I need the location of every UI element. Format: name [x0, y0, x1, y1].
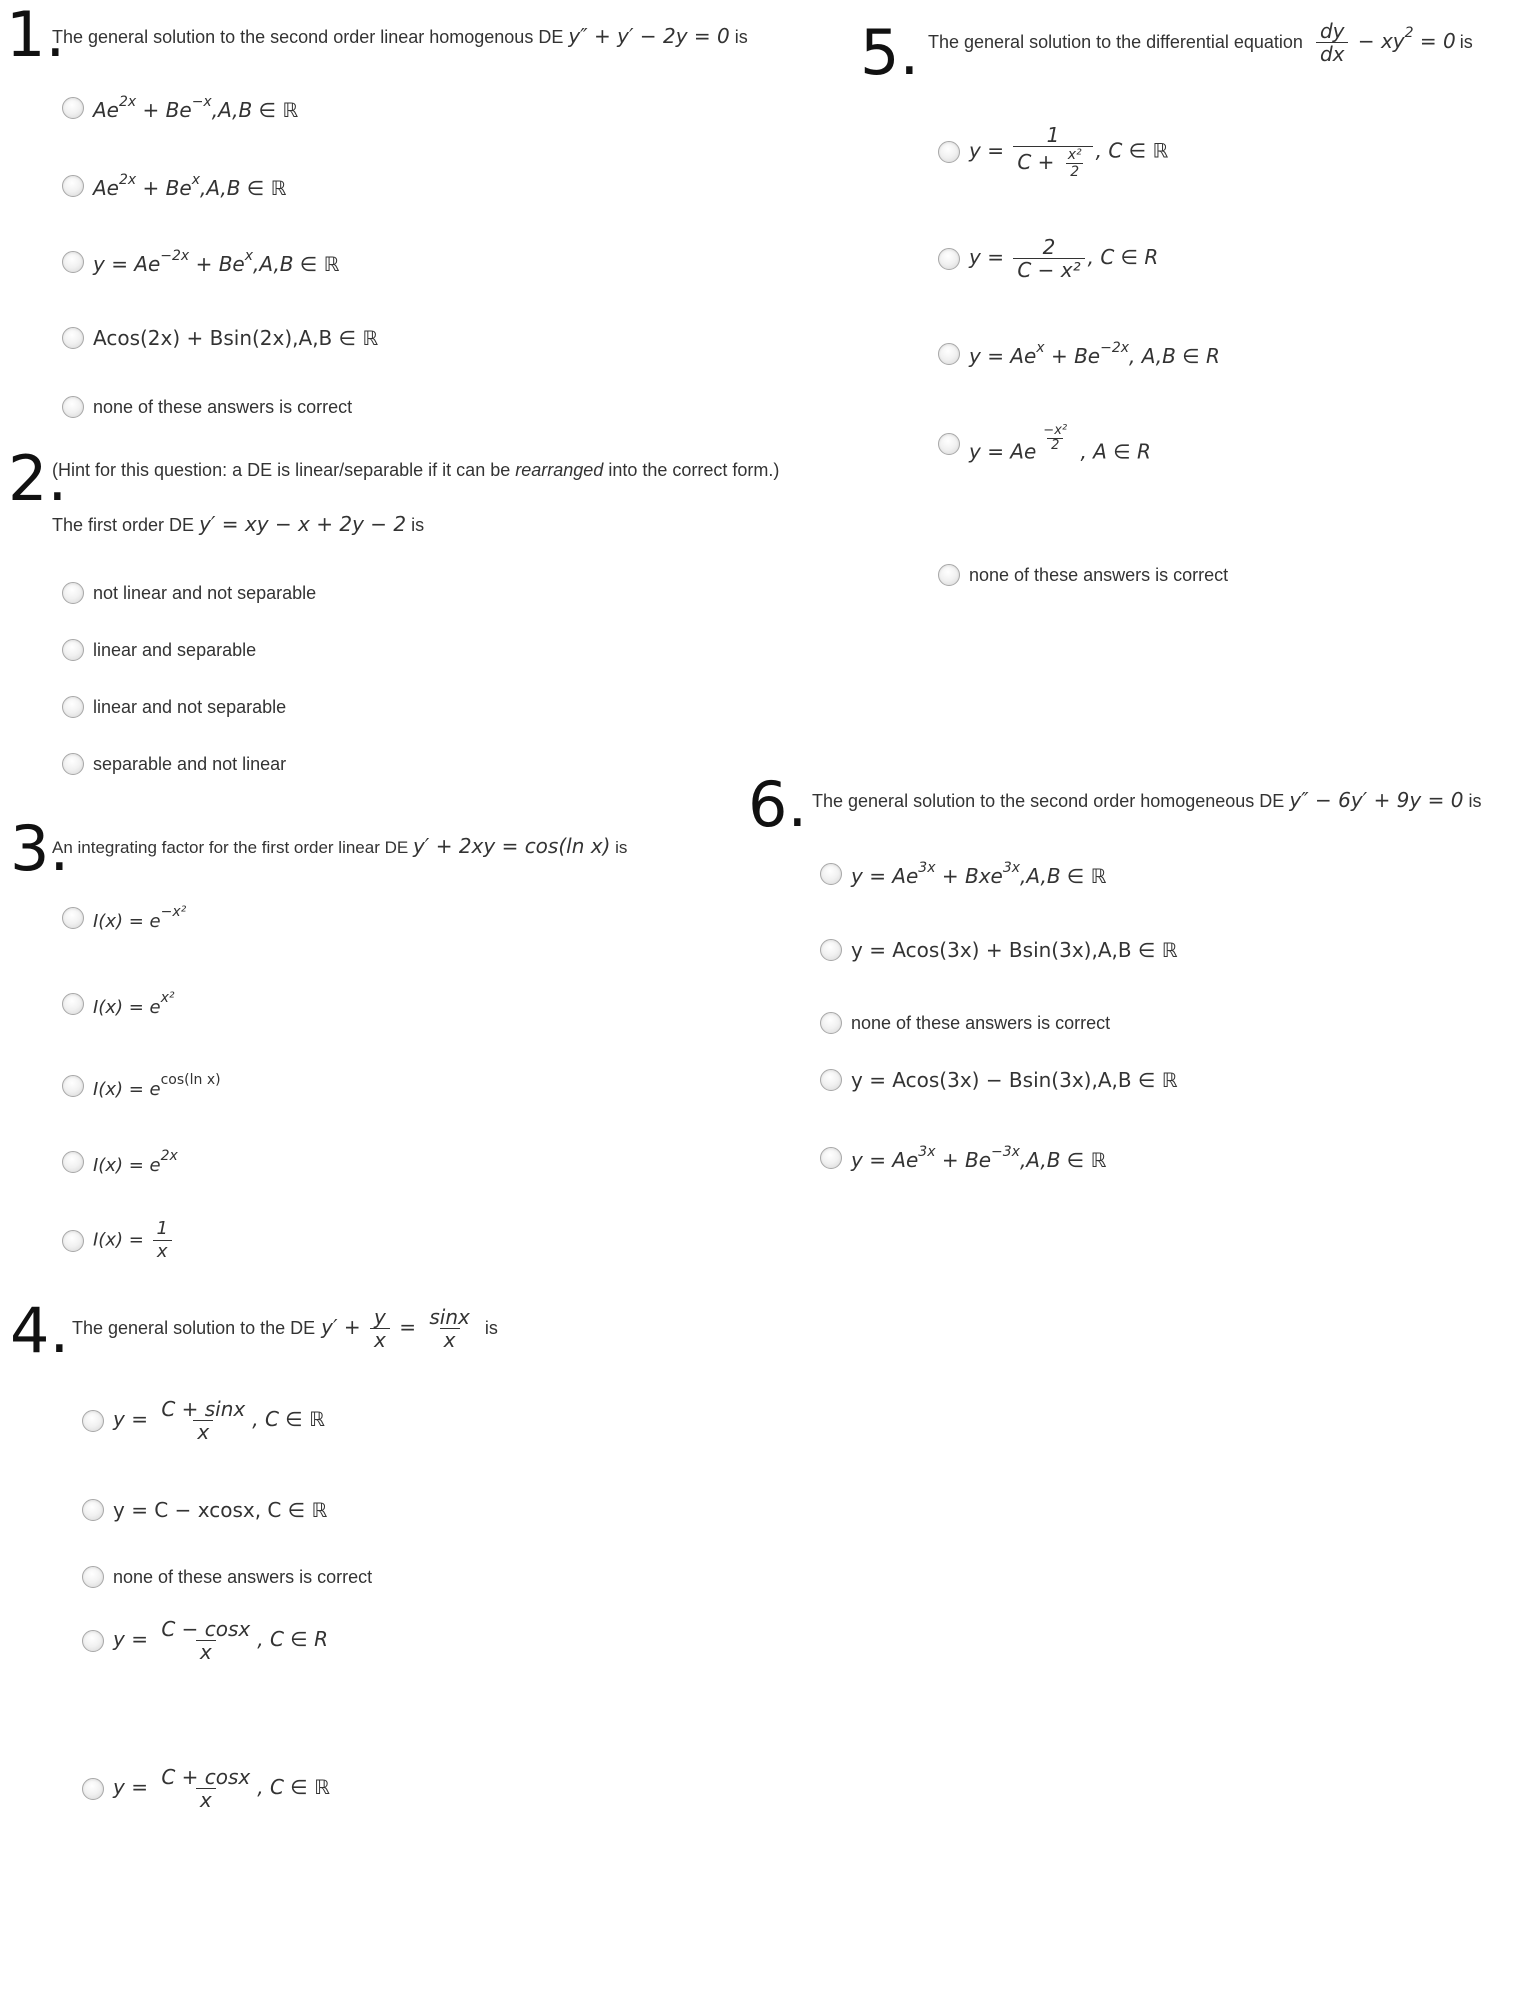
radio-button[interactable] [82, 1410, 104, 1432]
radio-button[interactable] [938, 141, 960, 163]
q4-option-2-label: y = C − xcosx, C ∈ ℝ [113, 1498, 328, 1522]
q1-option-3[interactable] [62, 248, 340, 276]
radio-button[interactable] [82, 1778, 104, 1800]
question-2-hint-prefix: (Hint for this question: a DE is linear/separable if it can be [52, 460, 511, 480]
q6-option-2-label: y = Acos(3x) + Bsin(3x),A,B ∈ ℝ [851, 938, 1178, 962]
question-6-equation: y″ − 6y′ + 9y = 0 [1289, 788, 1464, 812]
radio-button[interactable] [62, 582, 84, 604]
q3-option-3[interactable] [62, 1072, 221, 1100]
question-2-number: 2. [8, 442, 68, 515]
radio-button[interactable] [820, 1147, 842, 1169]
q5-option-4-label: y = Ae $^{\frac{\text{−x²}}{2}}$ , A ∈ R [969, 423, 1151, 464]
q5-option-1[interactable] [938, 124, 1168, 180]
q6-option-1[interactable] [820, 860, 1107, 888]
radio-button[interactable] [938, 433, 960, 455]
radio-button[interactable] [820, 1069, 842, 1091]
question-2-suffix: is [411, 515, 425, 535]
question-2-stem [52, 512, 424, 536]
q4-option-5-label: y = $\frac{C + \cos x}{x}$ , C ∈ ℝ [113, 1765, 330, 1812]
radio-button[interactable] [62, 1151, 84, 1173]
q5-option-3-label: $y = Ae^x + Be^{-2x}$, A,B ∈ R [969, 340, 1220, 368]
question-5-stem-text: The general solution to the differential equation [928, 32, 1303, 52]
radio-button[interactable] [62, 251, 84, 273]
q3-option-5-label: I(x) = $\frac{1}{x}$ [93, 1218, 175, 1263]
q3-option-2[interactable] [62, 990, 175, 1018]
radio-button[interactable] [62, 1075, 84, 1097]
question-3-stem [52, 834, 627, 858]
q5-option-2[interactable] [938, 236, 1158, 281]
radio-button[interactable] [820, 939, 842, 961]
radio-button[interactable] [62, 696, 84, 718]
q2-option-2-label: linear and separable [93, 639, 257, 660]
question-3-suffix: is [615, 838, 628, 857]
radio-button[interactable] [62, 175, 84, 197]
question-2-hint-emph: rearranged [515, 460, 604, 480]
question-6-stem-text: The general solution to the second order homogeneous DE [812, 791, 1285, 811]
question-5-equation: $\frac{dy}{dx}$ − $xy^2 = 0$ [1313, 20, 1456, 65]
q6-option-4[interactable] [820, 1068, 1178, 1092]
q6-option-1-label: $y = Ae^{3x} + Bxe^{3x},A,B$ ∈ ℝ [851, 860, 1107, 888]
radio-button[interactable] [62, 396, 84, 418]
q4-option-1-label: y = $\frac{C + \sin x}{x}$ , C ∈ ℝ [113, 1397, 325, 1444]
question-1-suffix: is [734, 27, 748, 47]
question-4-equation: y′ + $\frac{y}{x}$ = $\frac{\sin x}{x}$ [321, 1305, 470, 1352]
q5-option-1-label: y = 1 C + $\frac{\text{x²}}{2}$ , C ∈ ℝ [969, 123, 1169, 180]
question-5-suffix: is [1459, 32, 1473, 52]
q1-option-4[interactable] [62, 326, 378, 350]
q6-option-5-label: $y = Ae^{3x} + Be^{-3x},A,B$ ∈ ℝ [851, 1144, 1107, 1172]
radio-button[interactable] [82, 1499, 104, 1521]
question-5-number: 5. [860, 16, 920, 89]
q1-option-2-label: $Ae^{2x} + Be^x,A,B$ ∈ ℝ [93, 172, 287, 200]
question-1-equation: y″ + y′ − 2y = 0 [568, 24, 730, 48]
radio-button[interactable] [938, 564, 960, 586]
q4-option-1[interactable] [82, 1398, 325, 1443]
q1-option-5[interactable] [62, 396, 352, 418]
q4-option-3-label: none of these answers is correct [113, 1566, 373, 1587]
radio-button[interactable] [938, 343, 960, 365]
q3-option-2-label: $I(x) = e^{x^2}$ [93, 990, 175, 1018]
question-3-number: 3. [10, 812, 70, 885]
question-2-equation: y′ = xy − x + 2y − 2 [199, 512, 407, 536]
question-2-stem-text: The first order DE [52, 515, 195, 535]
q6-option-3[interactable] [820, 1012, 1110, 1034]
q3-option-5[interactable] [62, 1218, 175, 1263]
q4-option-5[interactable] [82, 1766, 330, 1811]
question-5-stem [928, 20, 1473, 65]
question-6-number: 6. [748, 768, 808, 841]
q4-option-3[interactable] [82, 1566, 372, 1588]
question-2-hint [52, 460, 779, 481]
q5-option-5-label: none of these answers is correct [969, 564, 1229, 585]
q1-option-5-label: none of these answers is correct [93, 396, 353, 417]
radio-button[interactable] [62, 993, 84, 1015]
question-1-stem-text: The general solution to the second order linear homogenous DE [52, 27, 564, 47]
q4-option-2[interactable] [82, 1498, 327, 1522]
q2-option-1-label: not linear and not separable [93, 582, 317, 603]
question-3-stem-text: An integrating factor for the first order linear DE [52, 838, 409, 857]
q2-option-4-label: separable and not linear [93, 753, 287, 774]
q2-option-3-label: linear and not separable [93, 696, 287, 717]
q3-option-1[interactable] [62, 904, 186, 932]
radio-button[interactable] [938, 248, 960, 270]
question-4-stem-text: The general solution to the DE [72, 1318, 316, 1338]
q2-option-4[interactable] [62, 753, 286, 775]
question-3-equation: y′ + 2xy = cos(ln x) [412, 834, 611, 858]
radio-button[interactable] [62, 907, 84, 929]
q1-option-1[interactable] [62, 94, 298, 122]
radio-button[interactable] [82, 1630, 104, 1652]
question-6-suffix: is [1468, 791, 1482, 811]
q2-option-1[interactable] [62, 582, 316, 604]
question-4-number: 4. [10, 1294, 70, 1367]
radio-button[interactable] [62, 327, 84, 349]
q1-option-2[interactable] [62, 172, 286, 200]
radio-button[interactable] [62, 753, 84, 775]
q2-option-2[interactable] [62, 639, 256, 661]
question-6-stem [812, 788, 1481, 812]
q1-option-1-label: $Ae^{2x} + Be^{-x},A,B$ ∈ ℝ [93, 94, 299, 122]
q4-option-4[interactable] [82, 1618, 328, 1663]
q5-option-5[interactable] [938, 564, 1228, 586]
question-1-stem [52, 24, 748, 48]
question-2-hint-suffix: into the correct form.) [608, 460, 780, 480]
q2-option-3[interactable] [62, 696, 286, 718]
radio-button[interactable] [62, 639, 84, 661]
radio-button[interactable] [820, 1012, 842, 1034]
q5-option-2-label: y = $\frac{2}{\text{C − x²}}$ , C ∈ R [969, 235, 1159, 282]
radio-button[interactable] [62, 97, 84, 119]
q6-option-5[interactable] [820, 1144, 1106, 1172]
radio-button[interactable] [62, 1230, 84, 1252]
q6-option-4-label: y = Acos(3x) − Bsin(3x),A,B ∈ ℝ [851, 1068, 1178, 1092]
q3-option-1-label: $I(x) = e^{-x^2}$ [93, 904, 187, 932]
question-1-number: 1. [6, 0, 66, 71]
q3-option-3-label: $I(x) = e^{cos(ln x)}$ [93, 1072, 221, 1100]
q6-option-3-label: none of these answers is correct [851, 1012, 1111, 1033]
q5-option-4[interactable] [938, 424, 1151, 464]
question-4-suffix: is [484, 1318, 498, 1338]
q3-option-4-label: $I(x) = e^{2x}$ [93, 1148, 178, 1176]
question-4-stem [72, 1306, 498, 1351]
q6-option-2[interactable] [820, 938, 1178, 962]
q4-option-4-label: y = $\frac{C - \cos x}{x}$ , C ∈ R [113, 1617, 328, 1664]
q5-option-3[interactable] [938, 340, 1220, 368]
q1-option-4-label: Acos(2x) + Bsin(2x),A,B ∈ ℝ [93, 326, 379, 350]
q3-option-4[interactable] [62, 1148, 178, 1176]
radio-button[interactable] [82, 1566, 104, 1588]
radio-button[interactable] [820, 863, 842, 885]
q1-option-3-label: $y = Ae^{-2x} + Be^x,A,B$ ∈ ℝ [93, 248, 340, 276]
